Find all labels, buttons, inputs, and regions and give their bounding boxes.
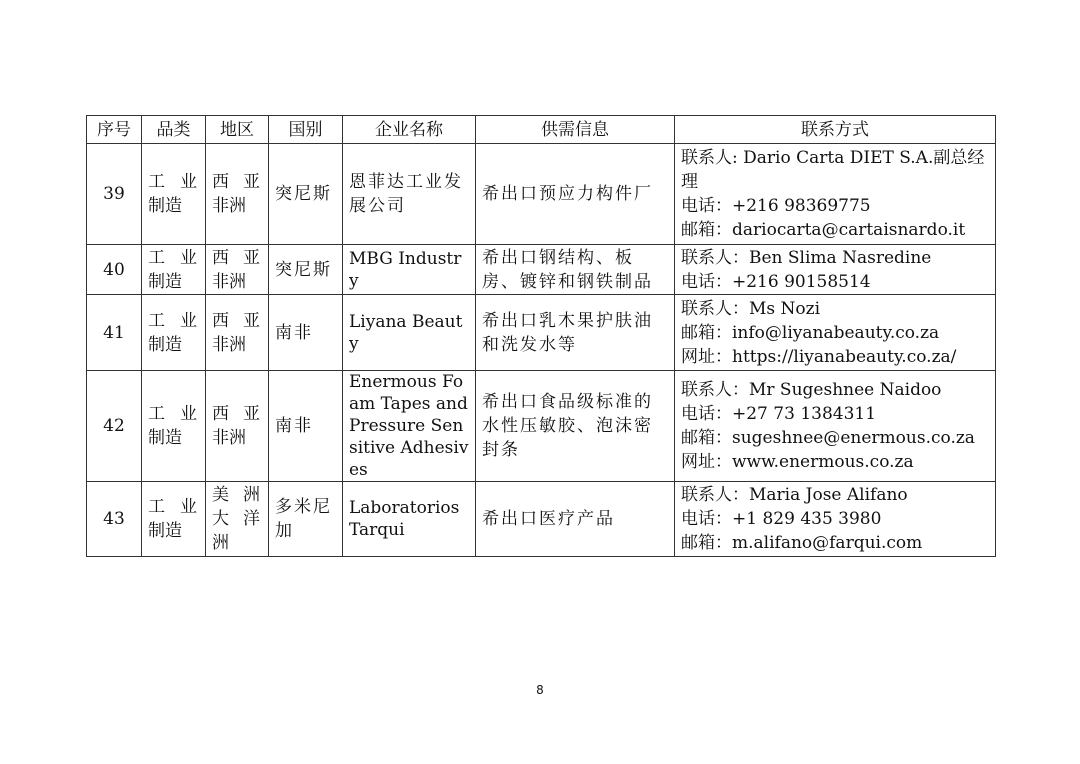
- contact-email: 邮箱：m.alifano@farqui.com: [681, 533, 923, 553]
- region-line: 西亚: [212, 310, 262, 331]
- row-contact: [675, 295, 996, 371]
- contact-website: 网址：https://liyanabeauty.co.za/: [681, 346, 957, 367]
- contact-person: 联系人：Ms Nozi: [681, 298, 821, 319]
- category-line: 制造: [148, 521, 182, 541]
- table-header-row: [87, 116, 996, 144]
- row-country: 多米尼加: [269, 482, 343, 557]
- contact-person: 联系人：Mr Sugeshnee Naidoo: [681, 380, 942, 400]
- row-company-name: MBG Industry: [343, 245, 476, 295]
- contact-person: 联系人: Dario Carta DIET S.A.副总经理: [681, 148, 985, 192]
- table-row: [87, 144, 996, 245]
- header-supply-demand-info: 供需信息: [476, 116, 675, 144]
- row-supply-demand-info: 希出口医疗产品: [476, 482, 675, 557]
- row-contact: [675, 245, 996, 295]
- row-supply-demand-info: 希出口钢结构、板房、镀锌和钢铁制品: [476, 245, 675, 295]
- row-category: [142, 482, 206, 557]
- category-line: 制造: [148, 196, 182, 216]
- region-line: 西亚: [212, 172, 262, 192]
- header-serial-number: 序号: [87, 116, 142, 144]
- row-region: [206, 371, 269, 482]
- category-line: 工业: [148, 310, 199, 331]
- table-row: [87, 482, 996, 557]
- row-category: [142, 371, 206, 482]
- contact-phone: 电话：+1 829 435 3980: [681, 509, 882, 529]
- row-serial-number: 40: [87, 245, 142, 295]
- category-line: 制造: [148, 271, 182, 292]
- table-row: [87, 371, 996, 482]
- category-line: 制造: [148, 334, 182, 355]
- row-region: [206, 245, 269, 295]
- row-contact: [675, 144, 996, 245]
- category-line: 制造: [148, 428, 182, 448]
- region-line: 大洋: [212, 509, 262, 529]
- region-line: 西亚: [212, 247, 262, 268]
- supply-demand-table: [86, 115, 996, 557]
- contact-email: 邮箱：dariocarta@cartaisnardo.it: [681, 220, 966, 240]
- region-line: 非洲: [212, 334, 246, 355]
- row-category: [142, 245, 206, 295]
- category-line: 工业: [148, 172, 199, 192]
- row-region: [206, 144, 269, 245]
- header-company-name: 企业名称: [343, 116, 476, 144]
- table-row: [87, 245, 996, 295]
- row-supply-demand-info: 希出口食品级标准的水性压敏胶、泡沫密封条: [476, 371, 675, 482]
- category-line: 工业: [148, 497, 199, 517]
- contact-phone: 电话：+27 73 1384311: [681, 404, 877, 424]
- category-line: 工业: [148, 247, 199, 268]
- table-row: [87, 295, 996, 371]
- row-supply-demand-info: 希出口乳木果护肤油和洗发水等: [476, 295, 675, 371]
- category-line: 工业: [148, 404, 199, 424]
- row-category: [142, 295, 206, 371]
- contact-website: 网址：www.enermous.co.za: [681, 452, 914, 472]
- page-number: 8: [536, 683, 544, 697]
- row-company-name: Liyana Beauty: [343, 295, 476, 371]
- contact-person: 联系人：Maria Jose Alifano: [681, 485, 908, 505]
- row-contact: [675, 482, 996, 557]
- row-supply-demand-info: 希出口预应力构件厂: [476, 144, 675, 245]
- header-contact: 联系方式: [675, 116, 996, 144]
- contact-email: 邮箱：sugeshnee@enermous.co.za: [681, 428, 975, 448]
- region-line: 美洲: [212, 485, 262, 505]
- row-company-name: 恩菲达工业发展公司: [343, 144, 476, 245]
- contact-person: 联系人：Ben Slima Nasredine: [681, 247, 932, 268]
- region-line: 非洲: [212, 271, 246, 292]
- header-country: 国别: [269, 116, 343, 144]
- row-country: 突尼斯: [269, 144, 343, 245]
- region-line: 非洲: [212, 196, 246, 216]
- row-company-name: Enermous Foam Tapes and Pressure Sensitive Adhesives: [343, 371, 476, 482]
- row-serial-number: 41: [87, 295, 142, 371]
- contact-email: 邮箱：info@liyanabeauty.co.za: [681, 322, 940, 343]
- row-region: [206, 295, 269, 371]
- region-line: 非洲: [212, 428, 246, 448]
- region-line: 洲: [212, 533, 229, 553]
- row-serial-number: 42: [87, 371, 142, 482]
- header-region: 地区: [206, 116, 269, 144]
- row-company-name: Laboratorios Tarqui: [343, 482, 476, 557]
- contact-phone: 电话：+216 90158514: [681, 271, 871, 292]
- row-category: [142, 144, 206, 245]
- row-contact: [675, 371, 996, 482]
- row-country: 南非: [269, 295, 343, 371]
- row-serial-number: 43: [87, 482, 142, 557]
- row-country: 南非: [269, 371, 343, 482]
- header-category: 品类: [142, 116, 206, 144]
- row-region: [206, 482, 269, 557]
- row-country: 突尼斯: [269, 245, 343, 295]
- row-serial-number: 39: [87, 144, 142, 245]
- contact-phone: 电话：+216 98369775: [681, 196, 871, 216]
- region-line: 西亚: [212, 404, 262, 424]
